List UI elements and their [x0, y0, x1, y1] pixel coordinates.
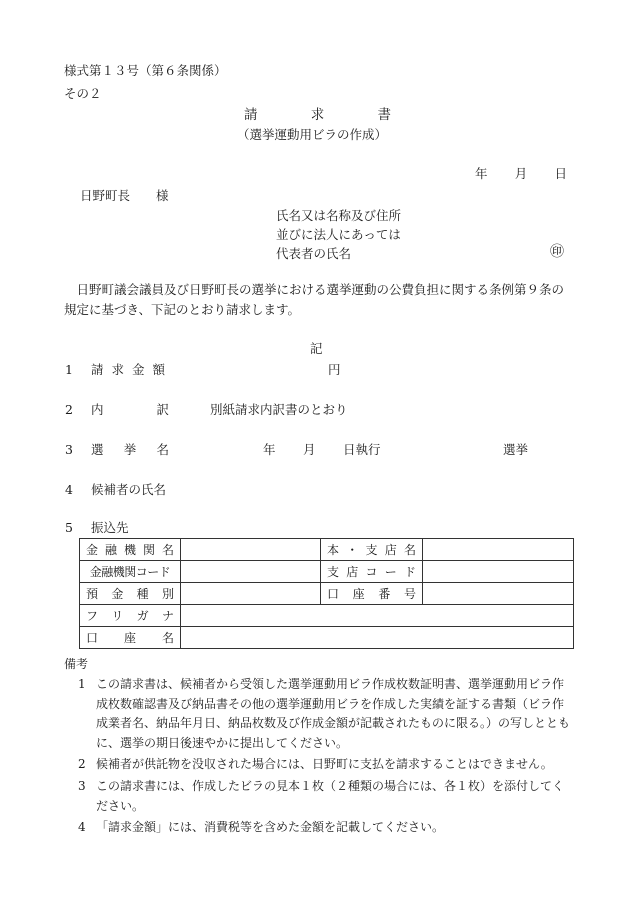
applicant-label-3: 代表者の氏名 [276, 246, 352, 261]
addressee-honorific: 様 [156, 188, 169, 203]
item-5-label: 振込先 [91, 520, 129, 535]
page-subtitle: （選挙運動用ビラの作成） [237, 127, 388, 142]
note-3-number: 3 [78, 779, 86, 793]
item-3-suffix: 選挙 [503, 442, 529, 457]
item-1-label: 請 求 金 額 [91, 362, 165, 377]
note-4-text: 「請求金額」には、消費税等を含めた金額を記載してください。 [96, 820, 445, 834]
account-name-field[interactable] [181, 627, 574, 649]
item-3-day: 日執行 [343, 442, 381, 457]
note-2-number: 2 [78, 757, 86, 771]
branch-name-field[interactable] [423, 539, 574, 561]
table-row [80, 561, 574, 583]
bank-name-label: 金 融 機 関 名 [80, 539, 181, 561]
note-3-text: この請求書には、作成したビラの見本１枚（２種類の場合には、各１枚）を添付してください。 [96, 779, 565, 813]
account-number-field[interactable] [423, 583, 574, 605]
furigana-field[interactable] [181, 605, 574, 627]
item-2-number: 2 [65, 402, 73, 417]
request-statement: 日野町議会議員及び日野町長の選挙における選挙運動の公費負担に関する条例第９条の規定に基づき、下記のとおり請求します。 [64, 282, 565, 317]
applicant-label-1: 氏名又は名称及び住所 [276, 208, 402, 223]
table-row [80, 627, 574, 649]
item-2-label: 内 訳 [91, 402, 169, 417]
account-name-label: 口 座 名 [80, 627, 181, 649]
page-title: 請 求 書 [244, 107, 391, 123]
deposit-type-label: 預 金 種 別 [80, 583, 181, 605]
applicant-label-2: 並びに法人にあっては [276, 227, 401, 242]
note-1-number: 1 [78, 677, 86, 691]
item-3-label: 選 挙 名 [91, 442, 169, 457]
date-line: 年 月 日 [475, 166, 567, 181]
item-1-number: 1 [65, 362, 73, 377]
table-row [80, 539, 574, 561]
note-2-text: 候補者が供託物を没収された場合には、日野町に支払を請求することはできません。 [96, 757, 553, 771]
branch-code-field[interactable] [423, 561, 574, 583]
branch-code-label: 支 店 コ ー ド [321, 561, 423, 583]
bank-code-label: 金融機関コード [80, 561, 181, 583]
bank-code-field[interactable] [181, 561, 321, 583]
item-4-number: 4 [65, 482, 73, 497]
bank-transfer-table [79, 538, 574, 649]
furigana-label: フ リ ガ ナ [80, 605, 181, 627]
branch-name-label: 本 ・ 支 店 名 [321, 539, 423, 561]
ki-heading: 記 [310, 341, 323, 356]
note-4-number: 4 [78, 820, 86, 834]
account-number-label: 口 座 番 号 [321, 583, 423, 605]
item-2-value: 別紙請求内訳書のとおり [210, 402, 348, 417]
item-5-number: 5 [65, 520, 73, 535]
item-3-month: 月 [303, 442, 316, 457]
item-4-label: 候補者の氏名 [91, 482, 167, 497]
table-row [80, 583, 574, 605]
notes-heading: 備考 [64, 657, 89, 671]
form-number: 様式第１３号（第６条関係） [64, 63, 227, 78]
addressee-name: 日野町長 [80, 188, 131, 203]
item-1-unit: 円 [328, 362, 341, 377]
seal-mark: ㊞ [550, 244, 564, 260]
bank-name-field[interactable] [181, 539, 321, 561]
note-1-text: この請求書は、候補者から受領した選挙運動用ビラ作成枚数証明書、選挙運動用ビラ作成枚数確認書及び納品書その他の選挙運動用ビラを作成した実績を証する書類（ビラ作成業者名、納品年月日、納品枚数及び作成金額が記載されたものに限る。）の写しとともに、選挙の期日後速やかに提出してください。 [96, 677, 571, 750]
form-part: その２ [64, 86, 102, 101]
item-3-number: 3 [65, 442, 73, 457]
deposit-type-field[interactable] [181, 583, 321, 605]
item-3-year: 年 [263, 442, 276, 457]
table-row [80, 605, 574, 627]
